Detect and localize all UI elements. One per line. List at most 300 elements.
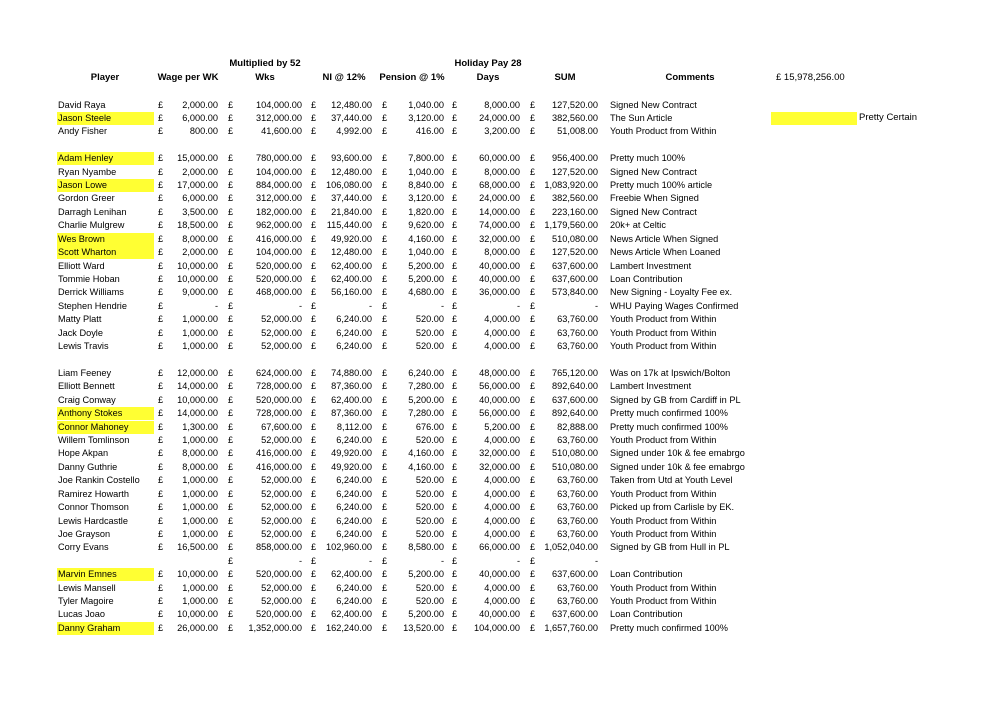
cell-pension: 520.00 xyxy=(415,435,444,445)
currency-symbol: £ xyxy=(228,153,234,164)
cell-holiday: - xyxy=(516,300,520,311)
cell-wage: 8,000.00 xyxy=(182,461,218,472)
currency-symbol: £ xyxy=(382,99,388,110)
player-name: Jack Doyle xyxy=(58,327,103,338)
currency-symbol: £ xyxy=(228,166,234,177)
comment-cell: Youth Product from Within xyxy=(610,582,717,593)
comment-cell: The Sun Article xyxy=(610,112,673,123)
player-name: Lewis Travis xyxy=(58,341,109,352)
player-name: Lewis Mansell xyxy=(58,582,116,593)
cell-mult: 104,000.00 xyxy=(256,166,302,177)
comment-cell: Loan Contribution xyxy=(610,569,683,580)
player-name: Elliott Ward xyxy=(58,260,105,271)
cell-pension: 416.00 xyxy=(415,126,444,137)
currency-symbol: £ xyxy=(452,327,458,338)
cell-wage: 16,500.00 xyxy=(177,542,218,553)
currency-symbol: £ xyxy=(382,394,388,405)
currency-symbol: £ xyxy=(382,153,388,164)
currency-symbol: £ xyxy=(382,220,388,231)
player-name: Ryan Nyambe xyxy=(58,166,117,177)
cell-mult: 52,000.00 xyxy=(261,515,302,526)
currency-symbol: £ xyxy=(530,233,536,244)
currency-symbol: £ xyxy=(452,569,458,580)
currency-symbol: £ xyxy=(452,448,458,459)
currency-symbol: £ xyxy=(311,112,317,123)
cell-pension: 520.00 xyxy=(415,341,444,352)
currency-symbol: £ xyxy=(530,394,536,405)
comment-cell: Lambert Investment xyxy=(610,260,692,271)
cell-wage: 1,000.00 xyxy=(182,488,218,499)
currency-symbol: £ xyxy=(530,314,536,325)
currency-symbol: £ xyxy=(228,273,234,284)
table-row xyxy=(0,380,1000,393)
currency-symbol: £ xyxy=(382,327,388,338)
player-name: Adam Henley xyxy=(57,152,154,165)
currency-symbol: £ xyxy=(530,206,536,217)
currency-symbol: £ xyxy=(530,166,536,177)
currency-symbol: £ xyxy=(530,367,536,378)
currency-symbol: £ xyxy=(311,394,317,405)
currency-symbol: £ xyxy=(228,448,234,459)
currency-symbol: £ xyxy=(228,475,234,486)
player-name: Ramirez Howarth xyxy=(58,488,129,499)
cell-pension: 5,200.00 xyxy=(408,260,444,271)
currency-symbol: £ xyxy=(530,247,536,258)
currency-symbol: £ xyxy=(530,408,536,419)
player-name: Andy Fisher xyxy=(58,126,108,137)
currency-symbol: £ xyxy=(158,582,164,593)
comment-cell: Pretty much 100% xyxy=(610,153,686,164)
cell-sum: 637,600.00 xyxy=(552,609,598,620)
cell-pension: 5,200.00 xyxy=(408,394,444,405)
currency-symbol: £ xyxy=(311,622,317,633)
cell-sum: 127,520.00 xyxy=(552,99,598,110)
currency-symbol: £ xyxy=(530,475,536,486)
table-row xyxy=(0,407,1000,420)
cell-wage: 1,000.00 xyxy=(182,528,218,539)
cell-sum: 63,760.00 xyxy=(557,435,598,445)
currency-symbol: £ xyxy=(530,260,536,271)
cell-holiday: 4,000.00 xyxy=(484,528,520,539)
currency-symbol: £ xyxy=(382,609,388,620)
cell-wage: 1,000.00 xyxy=(182,475,218,486)
currency-symbol: £ xyxy=(382,180,388,191)
currency-symbol: £ xyxy=(311,260,317,271)
currency-symbol: £ xyxy=(452,166,458,177)
currency-symbol: £ xyxy=(382,341,388,352)
cell-holiday: 74,000.00 xyxy=(479,220,520,231)
table-row xyxy=(0,206,1000,219)
currency-symbol: £ xyxy=(452,260,458,271)
cell-sum: 510,080.00 xyxy=(552,233,598,244)
cell-wage: 10,000.00 xyxy=(177,394,218,405)
cell-holiday: 4,000.00 xyxy=(484,341,520,352)
cell-wage: 26,000.00 xyxy=(177,622,218,633)
currency-symbol: £ xyxy=(158,408,164,419)
cell-wage: 2,000.00 xyxy=(182,166,218,177)
currency-symbol: £ xyxy=(228,300,234,311)
comment-cell: Signed under 10k & fee emabrgo xyxy=(610,461,745,472)
currency-symbol: £ xyxy=(228,206,234,217)
player-name: Scott Wharton xyxy=(57,246,154,259)
currency-symbol: £ xyxy=(311,435,317,445)
cell-ni: 162,240.00 xyxy=(326,622,372,633)
currency-symbol: £ xyxy=(311,273,317,284)
cell-pension: 520.00 xyxy=(415,488,444,499)
cell-ni: 6,240.00 xyxy=(336,314,372,325)
table-row xyxy=(0,622,1000,635)
cell-ni: 62,400.00 xyxy=(331,569,372,580)
currency-symbol: £ xyxy=(158,314,164,325)
cell-sum: 63,760.00 xyxy=(557,596,598,607)
cell-wage: 1,000.00 xyxy=(182,341,218,352)
cell-sum: 63,760.00 xyxy=(557,475,598,486)
table-row xyxy=(0,595,1000,608)
cell-ni: 6,240.00 xyxy=(336,528,372,539)
table-row xyxy=(0,394,1000,407)
cell-holiday: 8,000.00 xyxy=(484,99,520,110)
currency-symbol: £ xyxy=(158,112,164,123)
currency-symbol: £ xyxy=(530,528,536,539)
comment-cell: Pretty much confirmed 100% xyxy=(610,421,728,432)
currency-symbol: £ xyxy=(530,596,536,607)
currency-symbol: £ xyxy=(311,247,317,258)
currency-symbol: £ xyxy=(228,314,234,325)
cell-wage: 15,000.00 xyxy=(177,153,218,164)
player-name: Corry Evans xyxy=(58,542,109,553)
cell-pension: 3,120.00 xyxy=(408,112,444,123)
currency-symbol: £ xyxy=(228,622,234,633)
cell-sum: 637,600.00 xyxy=(552,569,598,580)
currency-symbol: £ xyxy=(382,287,388,298)
cell-pension: 7,280.00 xyxy=(408,381,444,392)
table-row xyxy=(0,340,1000,353)
cell-holiday: 32,000.00 xyxy=(479,448,520,459)
cell-ni: 6,240.00 xyxy=(336,341,372,352)
cell-pension: 520.00 xyxy=(415,528,444,539)
currency-symbol: £ xyxy=(158,166,164,177)
cell-holiday: 4,000.00 xyxy=(484,435,520,445)
comment-cell: WHU Paying Wages Confirmed xyxy=(610,300,739,311)
cell-wage: 2,000.00 xyxy=(182,247,218,258)
cell-wage: - xyxy=(214,300,218,311)
cell-holiday: 4,000.00 xyxy=(484,582,520,593)
currency-symbol: £ xyxy=(452,515,458,526)
table-row xyxy=(0,568,1000,581)
currency-symbol: £ xyxy=(530,622,536,633)
player-name: Elliott Bennett xyxy=(58,381,115,392)
cell-holiday: 68,000.00 xyxy=(479,180,520,191)
cell-mult: - xyxy=(298,300,302,311)
header-holiday-line2: Days xyxy=(476,72,500,83)
cell-pension: 9,620.00 xyxy=(408,220,444,231)
currency-symbol: £ xyxy=(382,206,388,217)
cell-mult: 312,000.00 xyxy=(256,193,302,204)
comment-cell: Lambert Investment xyxy=(610,381,692,392)
currency-symbol: £ xyxy=(452,528,458,539)
cell-ni: 6,240.00 xyxy=(336,582,372,593)
currency-symbol: £ xyxy=(530,112,536,123)
cell-mult: 52,000.00 xyxy=(261,596,302,607)
table-row xyxy=(0,313,1000,326)
currency-symbol: £ xyxy=(158,287,164,298)
currency-symbol: £ xyxy=(452,622,458,633)
cell-wage: 1,000.00 xyxy=(182,314,218,325)
cell-pension: 7,800.00 xyxy=(408,153,444,164)
table-row xyxy=(0,260,1000,273)
currency-symbol: £ xyxy=(311,421,317,432)
currency-symbol: £ xyxy=(530,555,536,566)
cell-pension: 5,200.00 xyxy=(408,609,444,620)
cell-sum: 1,052,040.00 xyxy=(544,542,598,553)
currency-symbol: £ xyxy=(311,461,317,472)
comment-cell: Pretty much 100% article xyxy=(610,180,713,191)
currency-symbol: £ xyxy=(311,233,317,244)
cell-sum: 956,400.00 xyxy=(552,153,598,164)
cell-ni: 49,920.00 xyxy=(331,448,372,459)
currency-symbol: £ xyxy=(311,582,317,593)
currency-symbol: £ xyxy=(311,488,317,499)
currency-symbol: £ xyxy=(452,488,458,499)
currency-symbol: £ xyxy=(228,596,234,607)
table-row xyxy=(0,447,1000,460)
currency-symbol: £ xyxy=(228,233,234,244)
cell-pension: - xyxy=(440,300,444,311)
table-row xyxy=(0,273,1000,286)
currency-symbol: £ xyxy=(158,475,164,486)
cell-holiday: 4,000.00 xyxy=(484,515,520,526)
currency-symbol: £ xyxy=(158,421,164,432)
table-row xyxy=(0,233,1000,246)
currency-symbol: £ xyxy=(228,555,234,566)
cell-wage: 1,000.00 xyxy=(182,502,218,513)
cell-holiday: 36,000.00 xyxy=(479,287,520,298)
currency-symbol: £ xyxy=(382,528,388,539)
comment-cell: Youth Product from Within xyxy=(610,528,717,539)
cell-pension: 520.00 xyxy=(415,596,444,607)
cell-sum: 382,560.00 xyxy=(552,193,598,204)
currency-symbol: £ xyxy=(228,193,234,204)
currency-symbol: £ xyxy=(311,314,317,325)
cell-mult: 41,600.00 xyxy=(261,126,302,137)
comment-cell: Loan Contribution xyxy=(610,609,683,620)
player-name: Liam Feeney xyxy=(58,367,112,378)
table-row xyxy=(0,461,1000,474)
player-name: Marvin Emnes xyxy=(57,568,154,581)
currency-symbol: £ xyxy=(530,341,536,352)
header-pension: Pension @ 1% xyxy=(379,72,445,83)
cell-sum: 63,760.00 xyxy=(557,528,598,539)
table-row xyxy=(0,421,1000,434)
comment-cell: Picked up from Carlisle by EK. xyxy=(610,502,735,513)
comment-cell: Youth Product from Within xyxy=(610,596,717,607)
cell-sum: 510,080.00 xyxy=(552,461,598,472)
cell-sum: 63,760.00 xyxy=(557,488,598,499)
table-row xyxy=(0,608,1000,621)
comment-cell: Pretty much confirmed 100% xyxy=(610,408,728,419)
currency-symbol: £ xyxy=(228,582,234,593)
cell-sum: 1,179,560.00 xyxy=(544,220,598,231)
cell-holiday: 4,000.00 xyxy=(484,314,520,325)
cell-holiday: 40,000.00 xyxy=(479,609,520,620)
cell-holiday: 4,000.00 xyxy=(484,327,520,338)
cell-holiday: - xyxy=(516,555,520,566)
currency-symbol: £ xyxy=(228,609,234,620)
currency-symbol: £ xyxy=(530,502,536,513)
cell-holiday: 56,000.00 xyxy=(479,381,520,392)
table-row xyxy=(0,300,1000,313)
cell-holiday: 32,000.00 xyxy=(479,233,520,244)
cell-mult: 52,000.00 xyxy=(261,488,302,499)
cell-pension: 676.00 xyxy=(415,421,444,432)
comment-cell: News Article When Loaned xyxy=(610,247,721,258)
currency-symbol: £ xyxy=(452,394,458,405)
cell-ni: - xyxy=(368,300,372,311)
currency-symbol: £ xyxy=(382,112,388,123)
currency-symbol: £ xyxy=(382,273,388,284)
comment-cell: Youth Product from Within xyxy=(610,126,717,137)
currency-symbol: £ xyxy=(158,206,164,217)
currency-symbol: £ xyxy=(158,126,164,137)
currency-symbol: £ xyxy=(530,327,536,338)
player-name: Matty Platt xyxy=(58,314,102,325)
currency-symbol: £ xyxy=(452,542,458,553)
cell-holiday: 32,000.00 xyxy=(479,461,520,472)
cell-holiday: 40,000.00 xyxy=(479,394,520,405)
cell-holiday: 5,200.00 xyxy=(484,421,520,432)
cell-pension: 4,160.00 xyxy=(408,233,444,244)
currency-symbol: £ xyxy=(311,555,317,566)
currency-symbol: £ xyxy=(530,448,536,459)
currency-symbol: £ xyxy=(228,112,234,123)
comment-cell: Signed New Contract xyxy=(610,166,697,177)
cell-mult: 416,000.00 xyxy=(256,448,302,459)
currency-symbol: £ xyxy=(158,99,164,110)
cell-mult: 884,000.00 xyxy=(256,180,302,191)
currency-symbol: £ xyxy=(311,126,317,137)
cell-sum: 637,600.00 xyxy=(552,394,598,405)
comment-cell: Signed New Contract xyxy=(610,99,697,110)
comment-cell: Freebie When Signed xyxy=(610,193,699,204)
currency-symbol: £ xyxy=(228,488,234,499)
header-ni: NI @ 12% xyxy=(322,72,366,83)
currency-symbol: £ xyxy=(158,273,164,284)
cell-sum: 63,760.00 xyxy=(557,314,598,325)
header-holiday-line1: Holiday Pay 28 xyxy=(454,58,522,69)
cell-sum: 51,008.00 xyxy=(557,126,598,137)
currency-symbol: £ xyxy=(530,287,536,298)
currency-symbol: £ xyxy=(158,233,164,244)
cell-holiday: 60,000.00 xyxy=(479,153,520,164)
currency-symbol: £ xyxy=(452,233,458,244)
cell-holiday: 8,000.00 xyxy=(484,166,520,177)
cell-sum: 382,560.00 xyxy=(552,112,598,123)
player-name: Jason Steele xyxy=(57,112,154,125)
comment-cell: Youth Product from Within xyxy=(610,341,717,352)
currency-symbol: £ xyxy=(530,300,536,311)
cell-sum: 637,600.00 xyxy=(552,273,598,284)
currency-symbol: £ xyxy=(382,247,388,258)
table-row xyxy=(0,528,1000,541)
cell-ni: 21,840.00 xyxy=(331,206,372,217)
comment-cell: Taken from Utd at Youth Level xyxy=(610,475,733,486)
currency-symbol: £ xyxy=(382,435,388,445)
currency-symbol: £ xyxy=(158,528,164,539)
cell-mult: 468,000.00 xyxy=(256,287,302,298)
table-row xyxy=(0,555,1000,568)
cell-sum: 765,120.00 xyxy=(552,367,598,378)
currency-symbol: £ xyxy=(382,300,388,311)
currency-symbol: £ xyxy=(228,421,234,432)
cell-ni: 87,360.00 xyxy=(331,408,372,419)
currency-symbol: £ xyxy=(311,502,317,513)
currency-symbol: £ xyxy=(452,220,458,231)
currency-symbol: £ xyxy=(311,327,317,338)
currency-symbol: £ xyxy=(228,528,234,539)
currency-symbol: £ xyxy=(382,461,388,472)
cell-sum: 63,760.00 xyxy=(557,582,598,593)
cell-pension: 5,200.00 xyxy=(408,569,444,580)
currency-symbol: £ xyxy=(228,461,234,472)
player-name: Hope Akpan xyxy=(58,448,109,459)
player-name: David Raya xyxy=(58,99,106,110)
cell-mult: - xyxy=(298,555,302,566)
cell-sum: 223,160.00 xyxy=(552,206,598,217)
cell-mult: 858,000.00 xyxy=(256,542,302,553)
side-note: Pretty Certain xyxy=(859,112,918,123)
comment-cell: Youth Product from Within xyxy=(610,515,717,526)
currency-symbol: £ xyxy=(228,287,234,298)
player-name: Tyler Magoire xyxy=(58,596,114,607)
currency-symbol: £ xyxy=(228,327,234,338)
currency-symbol: £ xyxy=(158,435,164,445)
currency-symbol: £ xyxy=(158,488,164,499)
currency-symbol: £ xyxy=(382,596,388,607)
cell-ni: 6,240.00 xyxy=(336,435,372,445)
cell-pension: - xyxy=(440,555,444,566)
cell-wage: 10,000.00 xyxy=(177,569,218,580)
cell-pension: 8,840.00 xyxy=(408,180,444,191)
cell-sum: 63,760.00 xyxy=(557,341,598,352)
currency-symbol: £ xyxy=(158,341,164,352)
currency-symbol: £ xyxy=(530,435,536,445)
cell-wage: 2,000.00 xyxy=(182,99,218,110)
comment-cell: Youth Product from Within xyxy=(610,488,717,499)
cell-pension: 520.00 xyxy=(415,502,444,513)
currency-symbol: £ xyxy=(311,193,317,204)
cell-pension: 520.00 xyxy=(415,582,444,593)
currency-symbol: £ xyxy=(228,260,234,271)
cell-wage: 3,500.00 xyxy=(182,206,218,217)
currency-symbol: £ xyxy=(158,220,164,231)
cell-wage: 800.00 xyxy=(189,126,218,137)
currency-symbol: £ xyxy=(158,569,164,580)
currency-symbol: £ xyxy=(452,341,458,352)
cell-mult: 780,000.00 xyxy=(256,153,302,164)
currency-symbol: £ xyxy=(311,569,317,580)
currency-symbol: £ xyxy=(311,206,317,217)
currency-symbol: £ xyxy=(452,287,458,298)
currency-symbol: £ xyxy=(382,314,388,325)
currency-symbol: £ xyxy=(158,327,164,338)
comment-cell: Signed by GB from Cardiff in PL xyxy=(610,394,741,405)
table-row xyxy=(0,474,1000,487)
currency-symbol: £ xyxy=(530,180,536,191)
currency-symbol: £ xyxy=(452,609,458,620)
currency-symbol: £ xyxy=(158,247,164,258)
currency-symbol: £ xyxy=(452,206,458,217)
cell-pension: 1,040.00 xyxy=(408,166,444,177)
